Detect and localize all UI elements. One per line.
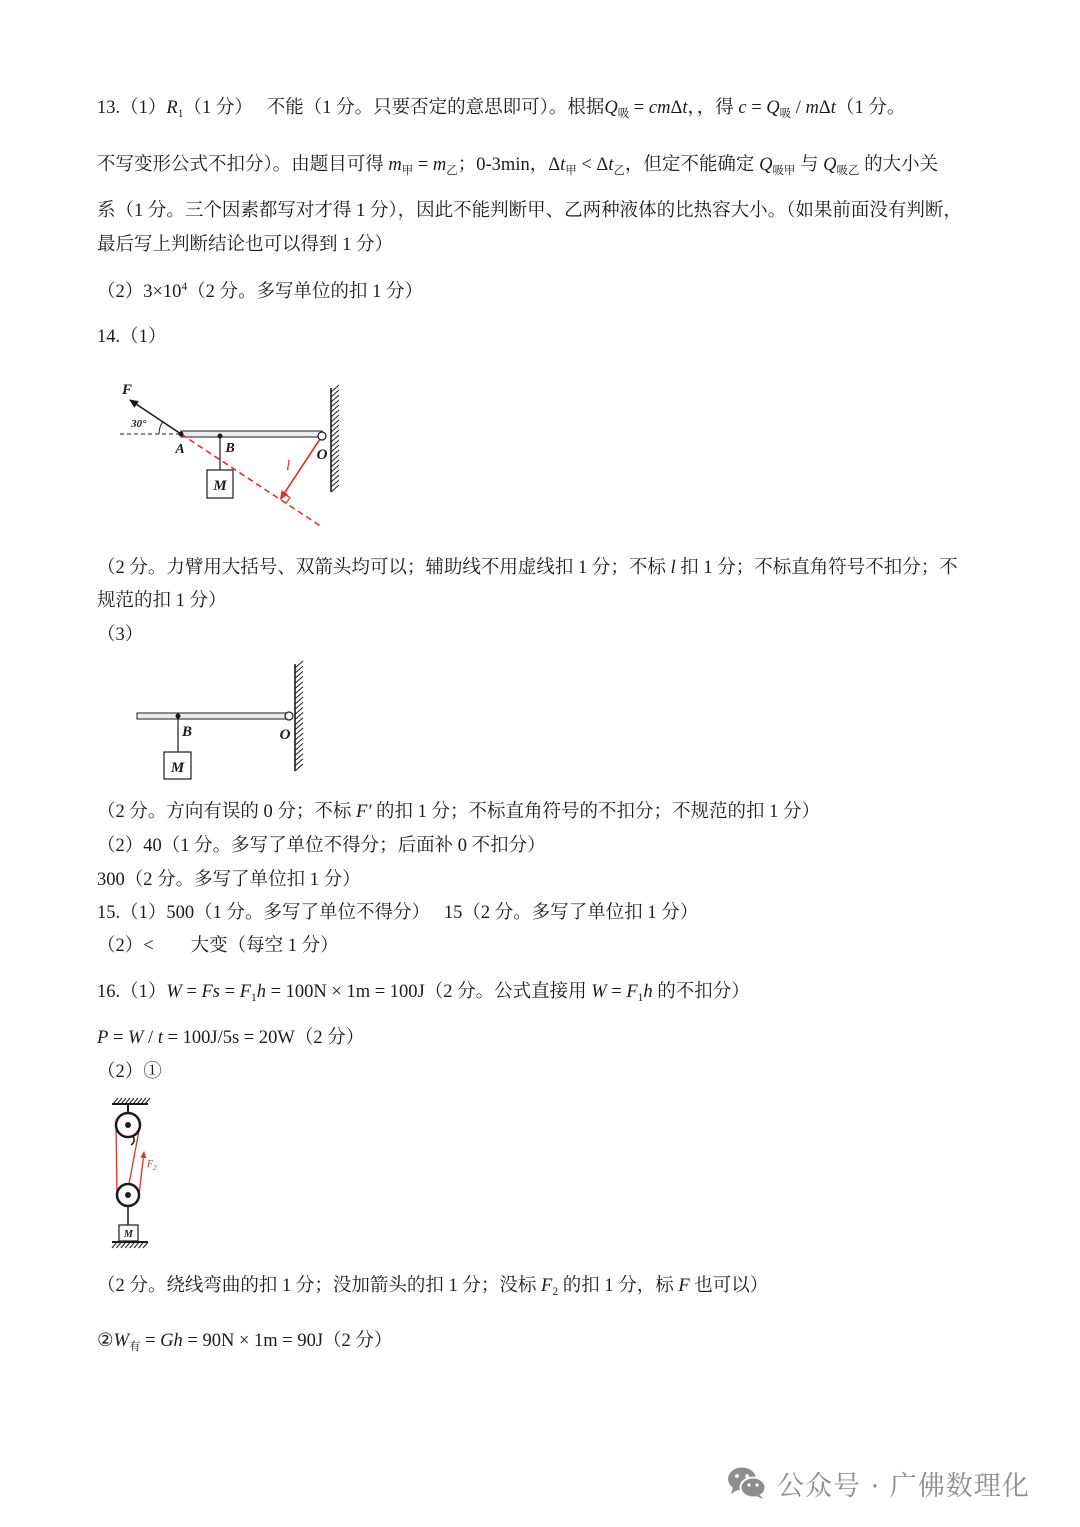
math-variable: t: [608, 155, 614, 175]
q14-part-1-note-line-2: [97, 589, 227, 613]
q13-line-3: [97, 199, 962, 223]
text-run: Δ: [818, 98, 831, 118]
point-b-label: B: [225, 441, 235, 456]
lever-arm-l-label: l: [286, 458, 291, 474]
subscript: 2: [552, 1286, 559, 1299]
math-variable: t: [157, 1028, 163, 1048]
rope-free-end: [139, 1152, 144, 1195]
q16-part-2-note: [97, 1274, 768, 1298]
force-f2-letter: F: [147, 1159, 154, 1170]
text-run: =: [220, 982, 240, 1002]
point-a-label: A: [175, 442, 185, 457]
text-run: （2 分。方向有误的 0 分；不标: [97, 802, 357, 822]
force-f2-subscript: 2: [153, 1164, 157, 1172]
text-run: （2 分。力臂用大括号、双箭头均可以；辅助线不用虚线扣 1 分；不标: [97, 558, 671, 578]
point-b-label: B: [181, 724, 193, 740]
math-variable: cm: [648, 98, 671, 118]
q14-part-1-note-line-1: [97, 556, 958, 580]
math-variable: Gh: [160, 1331, 183, 1351]
superscript: 4: [181, 280, 188, 293]
fixed-pulley-axle: [125, 1122, 131, 1128]
text-run: （2 分。多写单位的扣 1 分）: [187, 282, 424, 302]
pivot-o-label: O: [279, 727, 291, 743]
text-run: 的扣 1 分，标: [558, 1276, 679, 1296]
subscript: 吸甲: [772, 165, 796, 178]
lever-blank-diagram: [120, 655, 320, 790]
q16-part-2-useful-work: [97, 1329, 392, 1353]
text-run: （2）40（1 分。多写了单位不得分；后面补 0 不扣分）: [97, 836, 546, 856]
math-variable: h: [256, 982, 266, 1002]
text-run: 不写变形公式不扣分）。由题目可得: [97, 155, 389, 175]
subscript: 1: [251, 992, 257, 1005]
text-run: ；0-3min，Δ: [457, 155, 561, 175]
math-variable: l: [670, 558, 676, 578]
wall-hatch: [331, 385, 339, 492]
block-m-label: M: [170, 760, 185, 776]
q15-part-1-answer: [97, 901, 698, 925]
text-run: ，但定不能确定: [624, 155, 760, 175]
math-variable: t: [560, 155, 566, 175]
math-variable: R: [166, 98, 178, 118]
text-run: < Δ: [576, 155, 609, 175]
text-run: 16.（1）: [97, 982, 167, 1002]
subscript: 1: [177, 108, 184, 121]
math-variable: P: [97, 1028, 109, 1048]
math-variable: m: [432, 155, 447, 175]
text-run: 也可以）: [689, 1276, 769, 1296]
pivot-o: [318, 432, 326, 440]
watermark: [727, 1464, 1030, 1502]
angle-arc: [159, 422, 163, 434]
block-m-label: M: [124, 1229, 133, 1240]
text-run: 与: [795, 155, 824, 175]
text-run: =: [606, 982, 627, 1002]
block-m-label: M: [213, 478, 227, 494]
q13-line-4: [97, 233, 393, 257]
text-run: 扣 1 分；不标直角符号不扣分；不: [675, 558, 958, 578]
text-run: 系（1 分。三个因素都写对才得 1 分），因此不能判断甲、乙两种液体的比热容大小。（如果前面没有判断，: [97, 201, 962, 221]
rope-left-segment: [116, 1125, 117, 1195]
q15-part-2-answer: [97, 934, 339, 958]
math-variable: W: [591, 982, 607, 1002]
math-variable: F: [678, 1276, 690, 1296]
text-run: （2）3×10: [97, 282, 182, 302]
subscript: 吸乙: [836, 165, 860, 178]
text-run: /: [143, 1028, 158, 1048]
text-run: 15.（1）500（1 分。多写了单位不得分） 15（2 分。多写了单位扣 1 分）: [97, 903, 699, 923]
text-run: 规范的扣 1 分）: [97, 591, 227, 611]
text-run: 13.（1）: [97, 98, 167, 118]
text-run: Δ: [670, 98, 683, 118]
math-variable: c: [738, 98, 747, 118]
text-run: =: [746, 98, 767, 118]
point-b-dot: [176, 714, 181, 719]
text-run: （1 分。: [835, 98, 906, 118]
q16-part-1-work: [97, 980, 750, 1004]
math-variable: F′: [356, 802, 372, 822]
text-run: （2）①: [97, 1062, 162, 1082]
math-variable: F: [541, 1276, 553, 1296]
q13-line-2: [97, 153, 938, 177]
math-variable: m: [388, 155, 402, 175]
math-variable: h: [643, 982, 653, 1002]
pivot-o-label: O: [316, 447, 328, 463]
q14-part-1-heading: [97, 325, 166, 349]
point-b-dot: [218, 434, 223, 439]
math-variable: Q: [759, 155, 773, 175]
pivot-o: [285, 712, 293, 720]
subscript: 有: [129, 1341, 141, 1354]
math-variable: Fs: [201, 982, 220, 1002]
text-run: 的大小关: [859, 155, 939, 175]
math-variable: Q: [604, 98, 618, 118]
q16-part-2-heading: [97, 1060, 162, 1084]
q14-part-3-heading: [97, 623, 143, 647]
math-variable: F: [626, 982, 638, 1002]
force-line-extension-dashed: [181, 434, 322, 527]
wechat-icon: [727, 1466, 767, 1500]
math-variable: t: [682, 98, 688, 118]
text-run: =: [413, 155, 433, 175]
text-run: 14.（1）: [97, 327, 167, 347]
text-run: = 90N × 1m = 90J（2 分）: [182, 1331, 393, 1351]
text-run: ②: [97, 1331, 114, 1351]
subscript: 乙: [446, 165, 458, 178]
text-run: =: [181, 982, 202, 1002]
q14-part-3-note: [97, 800, 820, 824]
math-variable: Q: [823, 155, 837, 175]
math-variable: W: [113, 1331, 130, 1351]
text-run: =: [108, 1028, 128, 1048]
text-run: ，，得: [687, 98, 739, 118]
text-run: 最后写上判断结论也可以得到 1 分）: [97, 235, 394, 255]
q13-line-1: [97, 96, 905, 120]
watermark-text: 公众号 · 广佛数理化: [777, 1470, 1030, 1502]
text-run: （3）: [97, 625, 144, 645]
text-run: =: [140, 1331, 161, 1351]
text-run: = 100N × 1m = 100J（2 分。公式直接用: [265, 982, 592, 1002]
text-run: 的不扣分）: [652, 982, 750, 1002]
lever-force-arm-diagram: [100, 370, 360, 540]
math-variable: W: [128, 1028, 144, 1048]
text-run: =: [629, 98, 649, 118]
q13-part-2-answer: [97, 280, 423, 304]
force-f2-label: [146, 1159, 157, 1172]
lever-beam: [137, 713, 289, 719]
subscript: 吸: [617, 108, 630, 121]
math-variable: Q: [766, 98, 780, 118]
math-variable: m: [805, 98, 819, 118]
text-run: （1 分） 不能（1 分。只要否定的意思即可）。根据: [183, 98, 605, 118]
math-variable: W: [166, 982, 182, 1002]
q16-part-1-power: [97, 1026, 364, 1050]
subscript: 吸: [779, 108, 792, 121]
subscript: 乙: [613, 165, 625, 178]
text-run: /: [791, 98, 806, 118]
math-variable: t: [830, 98, 836, 118]
text-run: = 100J/5s = 20W（2 分）: [162, 1028, 365, 1048]
math-variable: F: [239, 982, 251, 1002]
wall-hatch: [295, 661, 303, 771]
text-run: 的扣 1 分；不标直角符号的不扣分；不规范的扣 1 分）: [371, 802, 821, 822]
text-run: （2 分。绕线弯曲的扣 1 分；没加箭头的扣 1 分；没标: [97, 1276, 542, 1296]
angle-label: 30°: [131, 418, 147, 430]
subscript: 1: [637, 992, 644, 1005]
point-a-dot: [179, 432, 184, 437]
subscript: 甲: [565, 165, 577, 178]
text-run: 300（2 分。多写了单位扣 1 分）: [97, 870, 361, 890]
force-f-label: F: [122, 382, 133, 398]
movable-pulley-axle: [125, 1192, 131, 1198]
lever-beam: [181, 431, 322, 437]
q14-part-2-answer-2: [97, 868, 361, 892]
subscript: 甲: [401, 165, 414, 178]
q14-part-2-answer: [97, 834, 546, 858]
text-run: （2）< 大变（每空 1 分）: [97, 936, 339, 956]
pulley-system-diagram: [100, 1090, 180, 1260]
